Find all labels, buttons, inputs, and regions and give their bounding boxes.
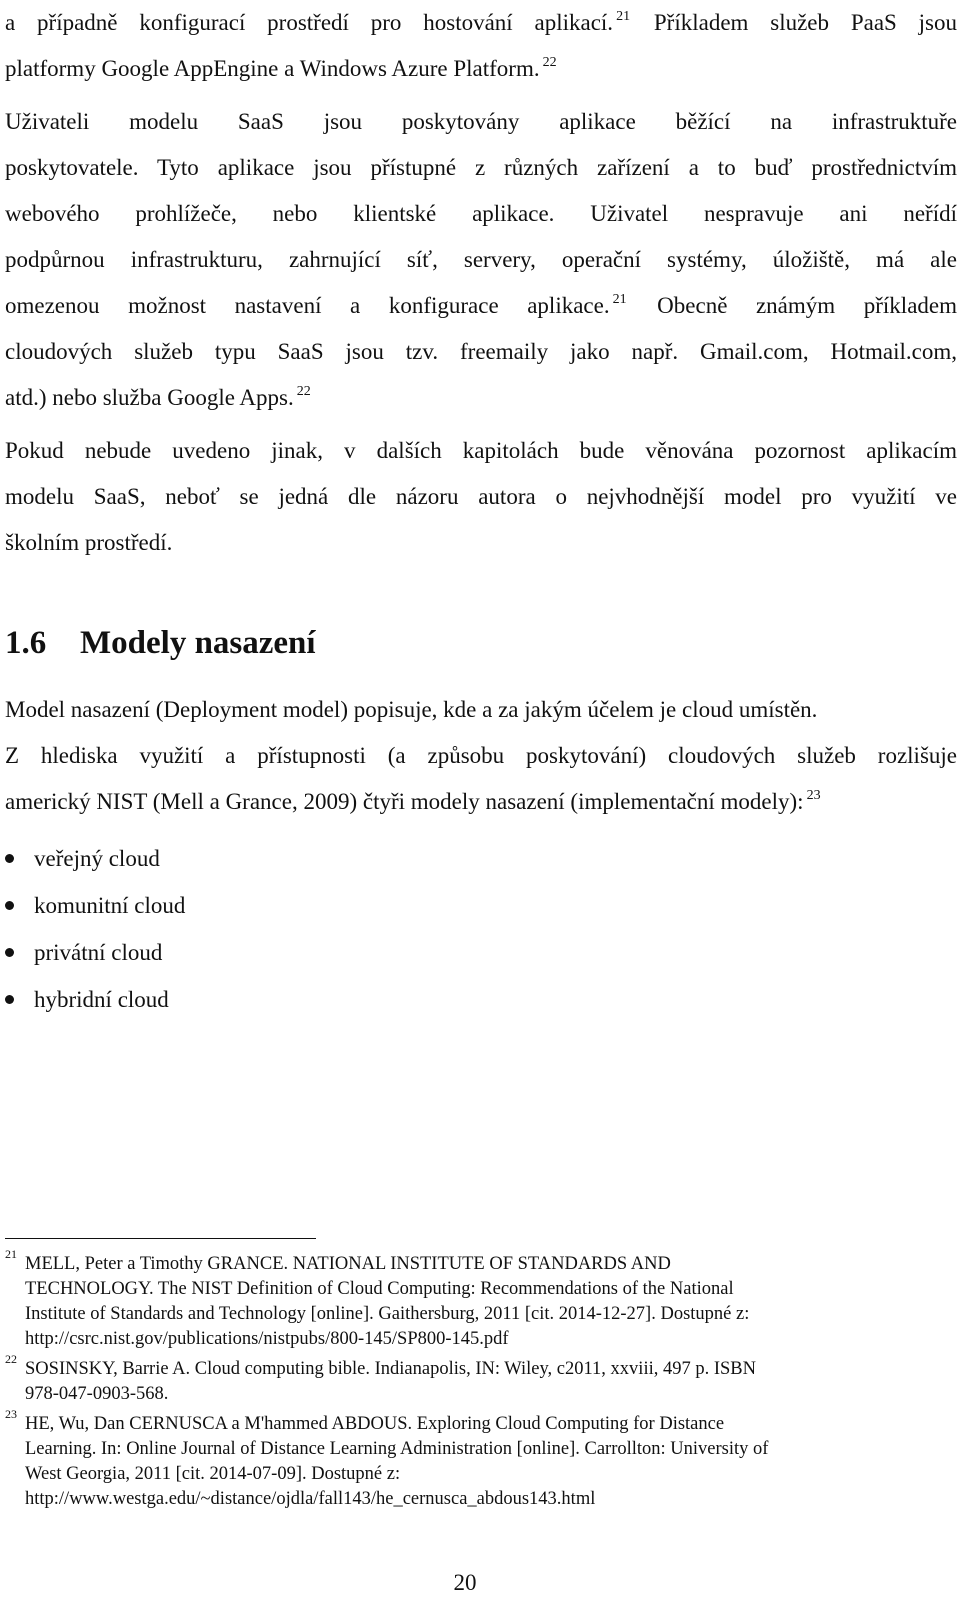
- text-line: platformy Google AppEngine a Windows Azure Platform. $^{22}$: [5, 55, 557, 81]
- footnote-ref[interactable]: 23: [806, 788, 821, 803]
- footnote-line: HE, Wu, Dan CERNUSCA a M'hammed ABDOUS. Exploring Cloud Computing for Distance: [25, 1414, 725, 1434]
- footnote-line: Institute of Standards and Technology [online]. Gaithersburg, 2011 [cit. 2014-12-27]. Dostupné z:: [25, 1304, 750, 1324]
- paragraph-deployment-models: [5, 687, 957, 825]
- text-line: atd.) nebo služba Google Apps. $^{22}$: [5, 384, 311, 410]
- list-item: veřejný cloud: [0, 835, 185, 882]
- paragraph-saas: [5, 99, 957, 421]
- footnote-link[interactable]: http://www.westga.edu/~distance/ojdla/fall143/he_cernusca_abdous143.html: [25, 1489, 596, 1509]
- footnote-line: West Georgia, 2011 [cit. 2014-07-09]. Dostupné z:: [25, 1464, 401, 1484]
- footnote-line: SOSINSKY, Barrie A. Cloud computing bible. Indianapolis, IN: Wiley, c2011, xxviii, 497 p. ISBN: [25, 1359, 757, 1379]
- footnote-mark: 21: [5, 1247, 17, 1261]
- footnote-line: Learning. In: Online Journal of Distance Learning Administration [online]. Carrollton: University of: [25, 1439, 769, 1459]
- footnote-23: [5, 1407, 957, 1512]
- text-line: webového prohlížeče, nebo klientské aplikace. Uživatel nespravuje ani neřídí: [5, 201, 957, 226]
- footnote-21: [5, 1247, 957, 1352]
- text-line: americký NIST (Mell a Grance, 2009) čtyři modely nasazení (implementační modely): $^{23}$: [5, 788, 821, 814]
- text-line: Pokud nebude uvedeno jinak, v dalších kapitolách bude věnována pozornost aplikacím: [5, 438, 957, 463]
- footnote-separator: [5, 1238, 316, 1239]
- page-number: 20: [453, 1570, 477, 1595]
- bullet-icon: [5, 854, 14, 863]
- section-heading: [5, 618, 316, 668]
- text-line: omezenou možnost nastavení a konfigurace aplikace. $^{21}$ Obecně známým příkladem: [5, 292, 957, 318]
- deployment-model-list: [0, 835, 185, 1023]
- text-line: modelu SaaS, neboť se jedná dle názoru autora o nejvhodnější model pro využití ve: [5, 484, 957, 509]
- bullet-icon: [5, 901, 14, 910]
- footnote-ref[interactable]: 22: [542, 55, 557, 70]
- text-line: Uživateli modelu SaaS jsou poskytovány aplikace běžící na infrastruktuře: [5, 109, 957, 134]
- footnote-ref[interactable]: 21: [616, 9, 631, 24]
- text-line: a případně konfigurací prostředí pro hostování aplikací. $^{21}$ Příkladem služeb PaaS jsou: [5, 9, 958, 35]
- text-line: školním prostředí.: [5, 530, 173, 555]
- bullet-icon: [5, 995, 14, 1004]
- paragraph-saas-focus: [5, 428, 957, 566]
- footnote-line: MELL, Peter a Timothy GRANCE. NATIONAL INSTITUTE OF STANDARDS AND: [25, 1254, 671, 1274]
- footnote-ref[interactable]: 22: [296, 384, 311, 399]
- section-title: Modely nasazení: [80, 625, 316, 661]
- paragraph-paas-continued: [5, 0, 957, 92]
- bullet-icon: [5, 948, 14, 957]
- footnotes: [5, 1247, 957, 1517]
- text-line: cloudových služeb typu SaaS jsou tzv. freemaily jako např. Gmail.com, Hotmail.com,: [5, 339, 957, 364]
- text-line: poskytovatele. Tyto aplikace jsou přístupné z různých zařízení a to buď prostřednictvím: [5, 155, 957, 180]
- list-item: hybridní cloud: [0, 976, 185, 1023]
- text-line: Model nasazení (Deployment model) popisuje, kde a za jakým účelem je cloud umístěn.: [5, 697, 818, 722]
- footnote-ref[interactable]: 21: [612, 292, 627, 307]
- footnote-22: [5, 1352, 957, 1407]
- text-line: Z hlediska využití a přístupnosti (a způsobu poskytování) cloudových služeb rozlišuje: [5, 743, 957, 768]
- section-number: 1.6: [5, 625, 47, 661]
- footnote-line: TECHNOLOGY. The NIST Definition of Cloud Computing: Recommendations of the National: [25, 1279, 734, 1299]
- list-item: komunitní cloud: [0, 882, 185, 929]
- footnote-mark: 23: [5, 1407, 17, 1421]
- footnote-line: 978-047-0903-568.: [25, 1384, 169, 1404]
- footnote-mark: 22: [5, 1352, 17, 1366]
- footnote-link[interactable]: http://csrc.nist.gov/publications/nistpubs/800-145/SP800-145.pdf: [25, 1329, 509, 1349]
- text-line: podpůrnou infrastrukturu, zahrnující síť, servery, operační systémy, úložiště, má ale: [5, 247, 957, 272]
- list-item: privátní cloud: [0, 929, 185, 976]
